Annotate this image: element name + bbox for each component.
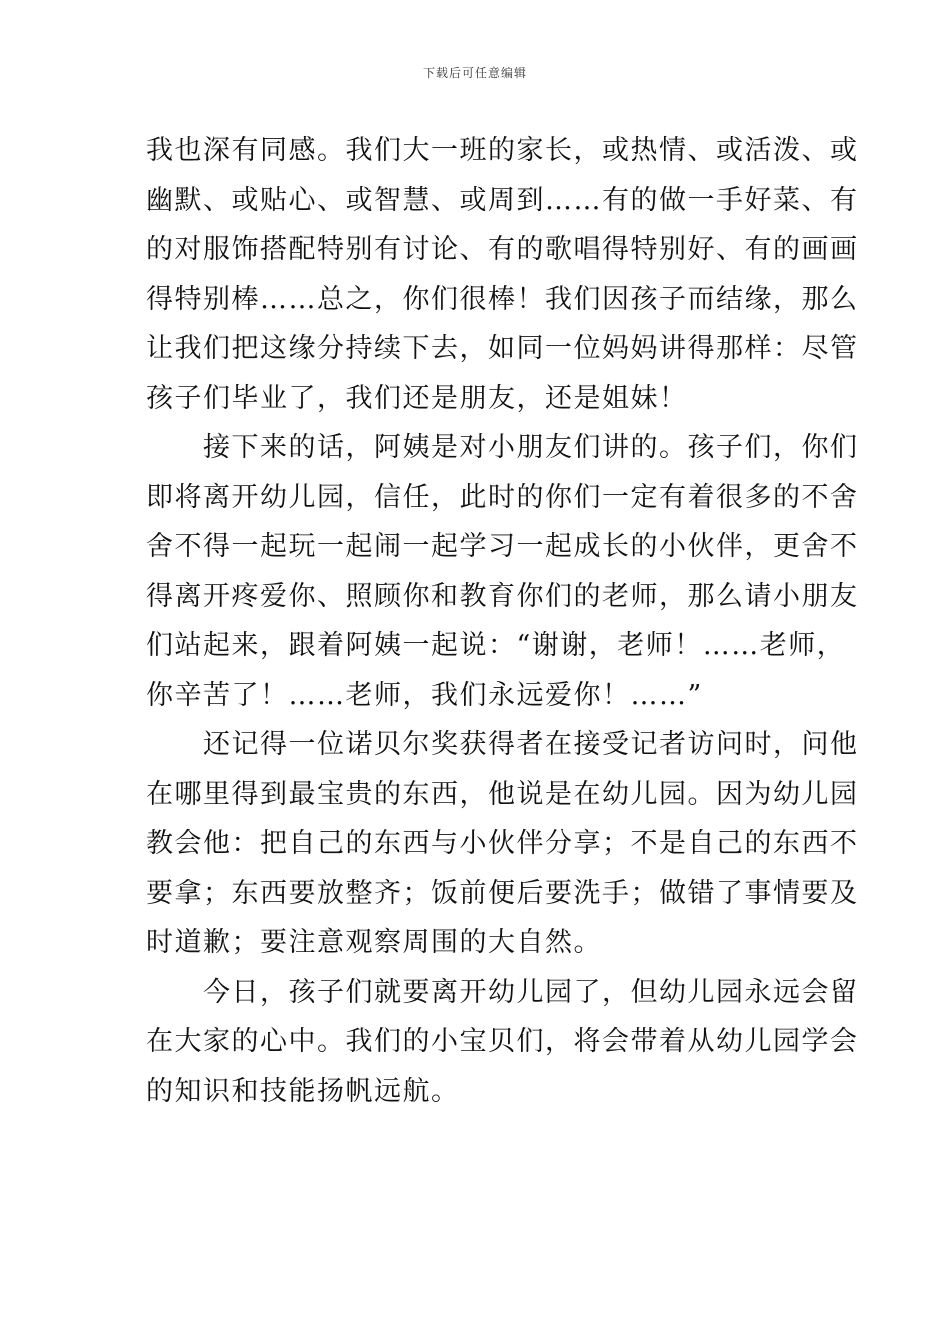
text-line: 孩子们毕业了，我们还是朋友，还是姐妹！ [146,382,688,414]
text-line: 还记得一位诺贝尔奖获得者在接受记者访问时，问他 [203,729,859,760]
text-line: 幽默、或贴心、或智慧、或周到……有的做一手好菜、有 [146,184,859,216]
text-line: 的对服饰搭配特别有讨论、有的歌唱得特别好、有的画画 [146,234,859,265]
text-line: 接下来的话，阿姨是对小朋友们讲的。孩子们，你们 [203,432,859,463]
text-line: 时道歉；要注意观察周围的大自然。 [146,927,602,958]
text-line: 在哪里得到最宝贵的东西，他说是在幼儿园。因为幼儿园 [146,778,859,810]
text-line: 即将离开幼儿园，信任，此时的你们一定有着很多的不舍 [146,481,859,513]
text-line: 你辛苦了！……老师，我们永远爱你！……” [146,679,703,711]
text-line: 教会他：把自己的东西与小伙伴分享；不是自己的东西不 [146,828,859,859]
text-line: 得特别棒……总之，你们很棒！我们因孩子而结缘，那么 [146,283,859,315]
text-line: 们站起来，跟着阿姨一起说：“谢谢，老师！……老师， [146,630,846,661]
text-line: 在大家的心中。我们的小宝贝们，将会带着从幼儿园学会 [146,1026,859,1057]
text-line: 舍不得一起玩一起闹一起学习一起成长的小伙伴，更舍不 [146,531,859,562]
text-line: 要拿；东西要放整齐；饭前便后要洗手；做错了事情要及 [146,877,859,909]
header-note: 下载后可任意编辑 [422,66,527,80]
paragraph-1 [146,126,859,423]
text-line: 的知识和技能扬帆远航。 [146,1075,460,1107]
text-line: 我也深有同感。我们大一班的家长，或热情、或活泼、或 [146,135,859,166]
text-line: 让我们把这缘分持续下去，如同一位妈妈讲得那样：尽管 [146,333,859,364]
paragraph-3 [146,720,859,968]
text-line: 今日，孩子们就要离开幼儿园了，但幼儿园永远会留 [203,976,859,1008]
paragraph-4 [146,968,859,1117]
paragraph-2 [146,423,859,720]
text-line: 得离开疼爱你、照顾你和教育你们的老师，那么请小朋友 [146,580,859,612]
document-body [146,126,859,1116]
